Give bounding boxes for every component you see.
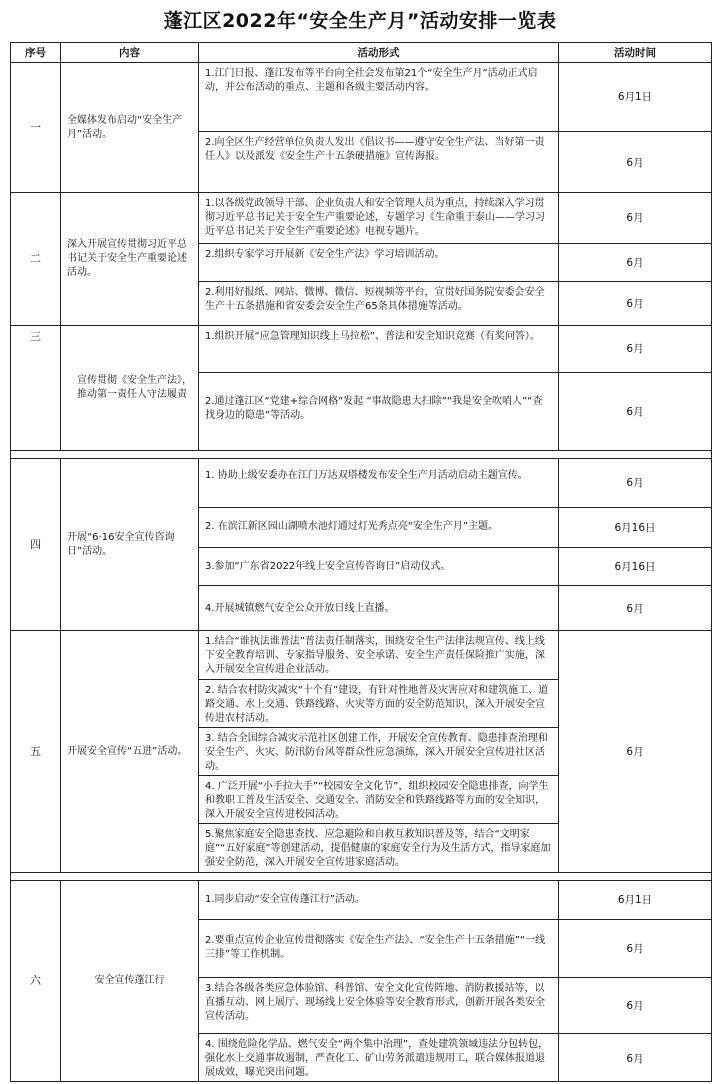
time-value: 6月: [626, 343, 644, 355]
time-cell: [559, 631, 711, 872]
form-item: 1.组织开展“应急管理知识线上马拉松”、普法和安全知识竞赛（有奖问答）。: [205, 331, 540, 342]
form-item: 1.结合“谁执法谁普法”普法责任制落实，围绕安全生产法律法规宣传、线上线下安全教育培训、专家指导服务、安全承诺、安全生产责任保险推广实施，深入开展安全宣传进企业活动。: [205, 636, 545, 675]
time-value: 6月: [626, 406, 644, 418]
form-item: 2.利用好报纸、网站、微博、微信、短视频等平台，宣贯好国务院安委会安全生产十五条措施和省安委会安全生产65条具体措施等活动。: [199, 281, 558, 326]
time-value: 6月: [626, 212, 644, 224]
table-row-group-5: [11, 630, 711, 872]
form-item: 1.以各级党政领导干部、企业负责人和安全管理人员为重点，持续深入学习贯彻习近平总书记关于安全生产重要论述，专题学习《生命重于泰山——学习习近平总书记关于安全生产重要论述》电视专题片。: [205, 198, 545, 237]
content-cell: 开展安全宣传“五进”活动。: [61, 631, 199, 872]
content-cell: 深入开展宣传贯彻习近平总书记关于安全生产重要论述活动。: [61, 193, 199, 325]
form-cell: [199, 631, 559, 872]
schedule-table: [10, 42, 712, 1082]
form-item: 2.要重点宣传企业宣传贯彻落实《安全生产法》、“安全生产十五条措施”“一线三排”等工作机制。: [199, 919, 558, 977]
form-item: 4.开展城镇燃气安全公众开放日线上直播。: [199, 585, 558, 631]
time-cell: [559, 881, 711, 1081]
form-item: 3.结合各级各类应急体验馆、科普馆、安全文化宣传阵地、消防救援站等，以直播互动、网上展厅、现场线上安全体验等安全教育形式，创新开展各类安全宣传活动。: [199, 977, 558, 1033]
form-item: 3.参加“广东省2022年线上安全宣传咨询日”启动仪式。: [199, 547, 558, 585]
form-item: 5.聚焦家庭安全隐患查找、应急避险和自救互救知识普及等，结合“文明家庭”“五好家庭”等创建活动，提倡健康的家庭安全行为及生活方式，指导家庭加强安全防范，深入开展安全宣传进家庭活动。: [199, 823, 558, 873]
form-item: 2.组织专家学习开展新《安全生产法》学习培训活动。: [199, 243, 558, 281]
time-value: 6月: [626, 999, 644, 1012]
header-time: 活动时间: [614, 46, 656, 59]
form-item: 2. 结合农村防灾减灾“十个有”建设，有针对性地普及灾害应对和建筑施工、道路交通、水上交通、铁路线路、火灾等方面的安全防范知识，深入开展安全宣传进农村活动。: [199, 679, 558, 727]
time-value: 6月: [626, 298, 644, 310]
table-header-row: [11, 42, 711, 62]
time-value: 6月: [626, 1052, 644, 1065]
seq-cell: 二: [11, 193, 61, 325]
time-value: 6月: [626, 156, 644, 169]
time-value: 6月: [626, 477, 644, 489]
content-cell: 全媒体发布启动“安全生产月”活动。: [61, 63, 199, 192]
form-cell: [199, 459, 559, 630]
form-item: 1.江门日报、蓬江发布等平台向全社会发布第21个“安全生产月”活动正式启动，并公布活动的重点、主题和各级主要活动内容。: [205, 68, 538, 93]
time-value: 6月: [626, 745, 644, 758]
content-cell: 宣传贯彻《安全生产法》，推动第一责任人守法履责: [61, 326, 199, 450]
form-item: 4. 围绕危险化学品、燃气安全“两个集中治理”，查处建筑领域违法分包转包，强化水上交通事故遏制，严查化工、矿山劳务派遣违规用工，联合媒体报道退展成效，曝光突出问题。: [199, 1033, 558, 1083]
form-cell: [199, 881, 559, 1081]
table-row-group-6: [11, 880, 711, 1082]
form-item: 2.通过蓬江区“党建+综合网格”发起 “事故隐患大扫除”“我是安全吹哨人”“查找身边的隐患”等活动。: [199, 372, 558, 451]
table-row-group-4: [11, 458, 711, 630]
header-form: 活动形式: [199, 43, 559, 62]
form-cell: [199, 193, 559, 325]
time-value: 6月1日: [617, 91, 653, 103]
form-item: 1. 协助上级安委办在江门万达双塔楼发布安全生产月活动启动主题宣传。: [205, 470, 528, 481]
time-value: 6月: [626, 602, 644, 615]
form-item: 3. 结合全国综合减灾示范社区创建工作，开展安全宣传教育、隐患排查治理和安全生产、火灾、防汛防台风等群众性应急演练，深入开展安全宣传进社区活动。: [199, 727, 558, 775]
time-cell: [559, 326, 711, 450]
header-seq: 序号: [11, 43, 61, 62]
content-cell: 开展“6·16安全宣传咨询日”活动。: [61, 459, 199, 630]
time-value: 6月: [626, 256, 644, 269]
seq-cell: 五: [11, 631, 61, 872]
form-item: 2.向全区生产经营单位负责人发出《倡议书——遵守安全生产法、当好第一责任人》以及派发《安全生产十五条硬措施》宣传海报。: [199, 131, 558, 193]
form-item: 2. 在滨江新区园山湖喷水池灯通过灯光秀点亮“安全生产月”主题。: [199, 507, 558, 547]
time-cell: [559, 459, 711, 630]
table-row-group-1: [11, 62, 711, 192]
seq-cell: 四: [11, 459, 61, 630]
header-content: 内容: [61, 43, 199, 62]
form-item: 4. 广泛开展“小手拉大手”“校园安全文化节”，组织校园安全隐患排查，向学生和教职工普及生活安全、交通安全、消防安全和铁路线路等方面的安全知识，深入开展安全宣传进校园活动。: [199, 775, 558, 823]
form-cell: [199, 63, 559, 192]
seq-cell: 三: [11, 326, 61, 450]
time-value: 6月16日: [614, 560, 656, 573]
form-cell: [199, 326, 559, 450]
form-item: 1.同步启动“安全宣传蓬江行”活动。: [205, 894, 365, 905]
page-title: 蓬江区2022年“安全生产月”活动安排一览表: [163, 10, 557, 32]
time-cell: [559, 63, 711, 192]
time-value: 6月16日: [614, 521, 656, 534]
table-row-group-3: [11, 325, 711, 450]
time-value: 6月1日: [617, 894, 653, 906]
time-value: 6月: [626, 942, 644, 955]
content-cell: 安全宣传蓬江行: [61, 881, 199, 1081]
seq-cell: 六: [11, 881, 61, 1081]
table-row-group-2: [11, 192, 711, 325]
time-cell: [559, 193, 711, 325]
seq-cell: 一: [11, 63, 61, 192]
